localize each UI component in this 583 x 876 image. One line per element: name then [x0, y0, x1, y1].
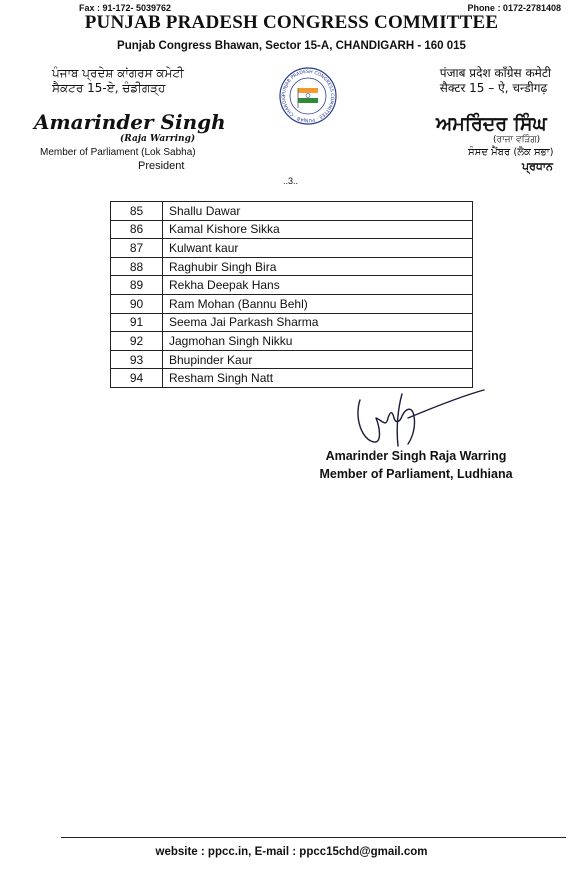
hindi-sector-line: सैक्टर 15 – ऐ, चन्डीगढ़	[439, 81, 548, 95]
president-title: President	[138, 160, 185, 172]
footer-divider	[61, 837, 566, 838]
member-number: 86	[111, 220, 163, 239]
member-name: Kulwant kaur	[163, 239, 473, 258]
president-nickname: (Raja Warring)	[120, 134, 196, 144]
member-number: 85	[111, 202, 163, 221]
president-nickname-punjabi: (ਰਾਜਾ ਵੜਿੰਗ)	[493, 135, 541, 145]
president-designation-punjabi: ਸੰਸਦ ਮੈਂਬਰ (ਲੋਕ ਸਭਾ)	[468, 147, 554, 158]
page-marker: ..3..	[283, 176, 299, 186]
punjabi-address-block	[52, 66, 184, 96]
member-number: 87	[111, 239, 163, 258]
organization-address: Punjab Congress Bhawan, Sector 15-A, CHANDIGARH - 160 015	[117, 40, 466, 52]
handwritten-signature	[352, 388, 492, 450]
table-row	[111, 202, 473, 221]
footer-contact: website : ppcc.in, E-mail : ppcc15chd@gmail.com	[155, 846, 428, 858]
phone-number: Phone : 0172-2781408	[467, 3, 561, 13]
table-row	[111, 257, 473, 276]
president-name-punjabi: ਅਮਰਿੰਦਰ ਸਿੰਘ	[436, 113, 547, 135]
hindi-org-line: पंजाब प्रदेश काँग्रेस कमेटी	[439, 66, 551, 80]
table-row	[111, 350, 473, 369]
signatory-block	[304, 447, 528, 483]
signatory-name: Amarinder Singh Raja Warring	[325, 449, 507, 463]
signatory-designation: Member of Parliament, Ludhiana	[319, 467, 513, 481]
fax-number: Fax : 91-172- 5039762	[79, 3, 172, 13]
hindi-address-block	[440, 66, 551, 96]
member-name: Bhupinder Kaur	[163, 350, 473, 369]
member-name: Rekha Deepak Hans	[163, 276, 473, 295]
member-name: Ram Mohan (Bannu Behl)	[163, 294, 473, 313]
member-number: 91	[111, 313, 163, 332]
svg-text:PUNJAB PRADESH CONGRESS COMMIT: PUNJAB PRADESH CONGRESS COMMITTEE · PUNJAB · CHANDIG	[281, 69, 335, 123]
member-number: 90	[111, 294, 163, 313]
member-name: Kamal Kishore Sikka	[163, 220, 473, 239]
member-number: 92	[111, 332, 163, 351]
president-title-punjabi: ਪ੍ਰਧਾਨ	[522, 160, 553, 173]
organization-name: PUNJAB PRADESH CONGRESS COMMITTEE	[84, 12, 499, 33]
table-row	[111, 220, 473, 239]
table-row	[111, 239, 473, 258]
member-name: Jagmohan Singh Nikku	[163, 332, 473, 351]
table-row	[111, 276, 473, 295]
president-designation: Member of Parliament (Lok Sabha)	[40, 147, 196, 158]
table-row	[111, 294, 473, 313]
punjabi-org-line: ਪੰਜਾਬ ਪ੍ਰਦੇਸ਼ ਕਾਂਗਰਸ ਕਮੇਟੀ	[52, 66, 184, 80]
member-number: 89	[111, 276, 163, 295]
member-name: Seema Jai Parkash Sharma	[163, 313, 473, 332]
member-number: 94	[111, 369, 163, 388]
president-name: Amarinder Singh	[34, 110, 226, 134]
table-row	[111, 313, 473, 332]
member-name: Resham Singh Natt	[163, 369, 473, 388]
congress-seal-icon	[278, 66, 338, 126]
member-name: Raghubir Singh Bira	[163, 257, 473, 276]
member-number: 93	[111, 350, 163, 369]
table-row	[111, 332, 473, 351]
table-row	[111, 369, 473, 388]
punjabi-sector-line: ਸੈਕਟਰ 15-ਏ, ਚੰਡੀਗੜ੍ਹ	[52, 81, 166, 95]
member-number: 88	[111, 257, 163, 276]
members-table	[110, 201, 473, 388]
member-name: Shallu Dawar	[163, 202, 473, 221]
